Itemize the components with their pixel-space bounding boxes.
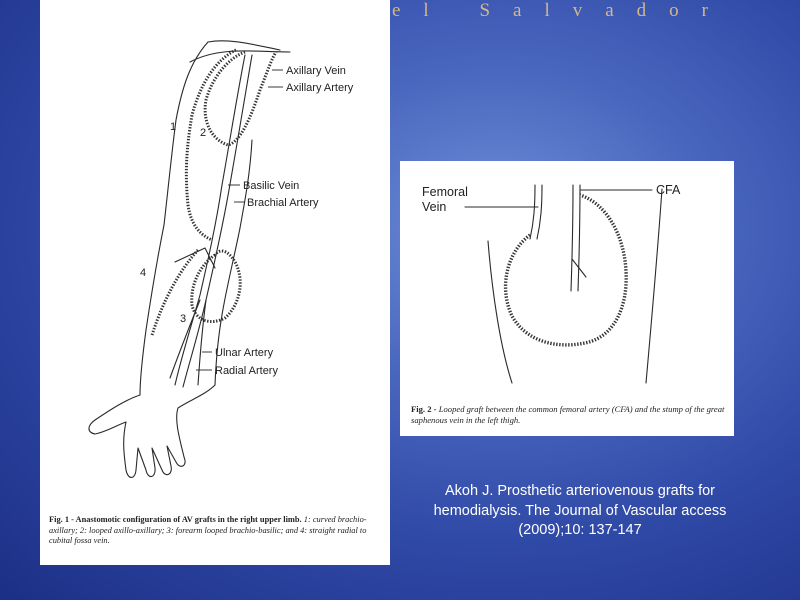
graft-number-3: 3 (180, 313, 187, 325)
cfa-wall-1 (571, 185, 573, 291)
arm-illustration (40, 0, 390, 565)
figure-2-caption (411, 404, 729, 426)
cfa-wall-2 (578, 185, 580, 291)
figure-2-caption-prefix: Fig. 2 - (411, 404, 437, 414)
thigh-outline-right (646, 189, 662, 383)
figure-1-caption-text: 1: curved brachio-axillary; 2: looped axillo-axillary; 3: forearm looped brachio-basilic; and 4: straight radial to cubital fossa vein. (49, 515, 367, 546)
figure-2-caption-text: Looped graft between the common femoral artery (CFA) and the stump of the great saphenous vein in the left thigh. (411, 404, 725, 425)
graft-number-1: 1 (170, 121, 177, 133)
figure-2-thigh-diagram (400, 161, 734, 436)
ulnar-artery-line (198, 300, 206, 385)
label-basilic-vein: Basilic Vein (243, 180, 300, 192)
label-brachial-artery: Brachial Artery (247, 197, 319, 209)
thigh-outline-left (488, 241, 512, 383)
radial-artery-line (170, 300, 200, 378)
label-axillary-artery: Axillary Artery (286, 82, 354, 94)
hand-outline (89, 385, 215, 478)
label-cfa: CFA (656, 183, 681, 197)
figure-1-caption-prefix: Fig. 1 - Anastomotic configuration of AV grafts in the right upper limb. (49, 515, 302, 524)
label-femoral: Femoral Vein (422, 185, 468, 214)
femoral-vein-wall-2 (537, 185, 542, 239)
graft-number-2: 2 (200, 127, 207, 139)
figure-1-caption (49, 515, 384, 547)
axilla-vessels (190, 51, 290, 62)
slide-banner-title: el Salvador (392, 0, 732, 21)
looped-graft (506, 195, 627, 345)
label-axillary-vein: Axillary Vein (286, 65, 346, 77)
label-ulnar-artery: Ulnar Artery (215, 347, 274, 359)
graft-number-4: 4 (140, 267, 147, 279)
reference-citation: Akoh J. Prosthetic arteriovenous grafts for hemodialysis. The Journal of Vascular access (2009);10: 137-147 (433, 483, 727, 538)
shoulder-line (208, 41, 280, 50)
thigh-illustration (400, 161, 734, 436)
graft-2-looped-axillo-axillary (205, 52, 276, 145)
femoral-vein-wall-1 (530, 185, 535, 239)
label-radial-artery: Radial Artery (215, 365, 278, 377)
figure-1-arm-diagram (40, 0, 390, 565)
